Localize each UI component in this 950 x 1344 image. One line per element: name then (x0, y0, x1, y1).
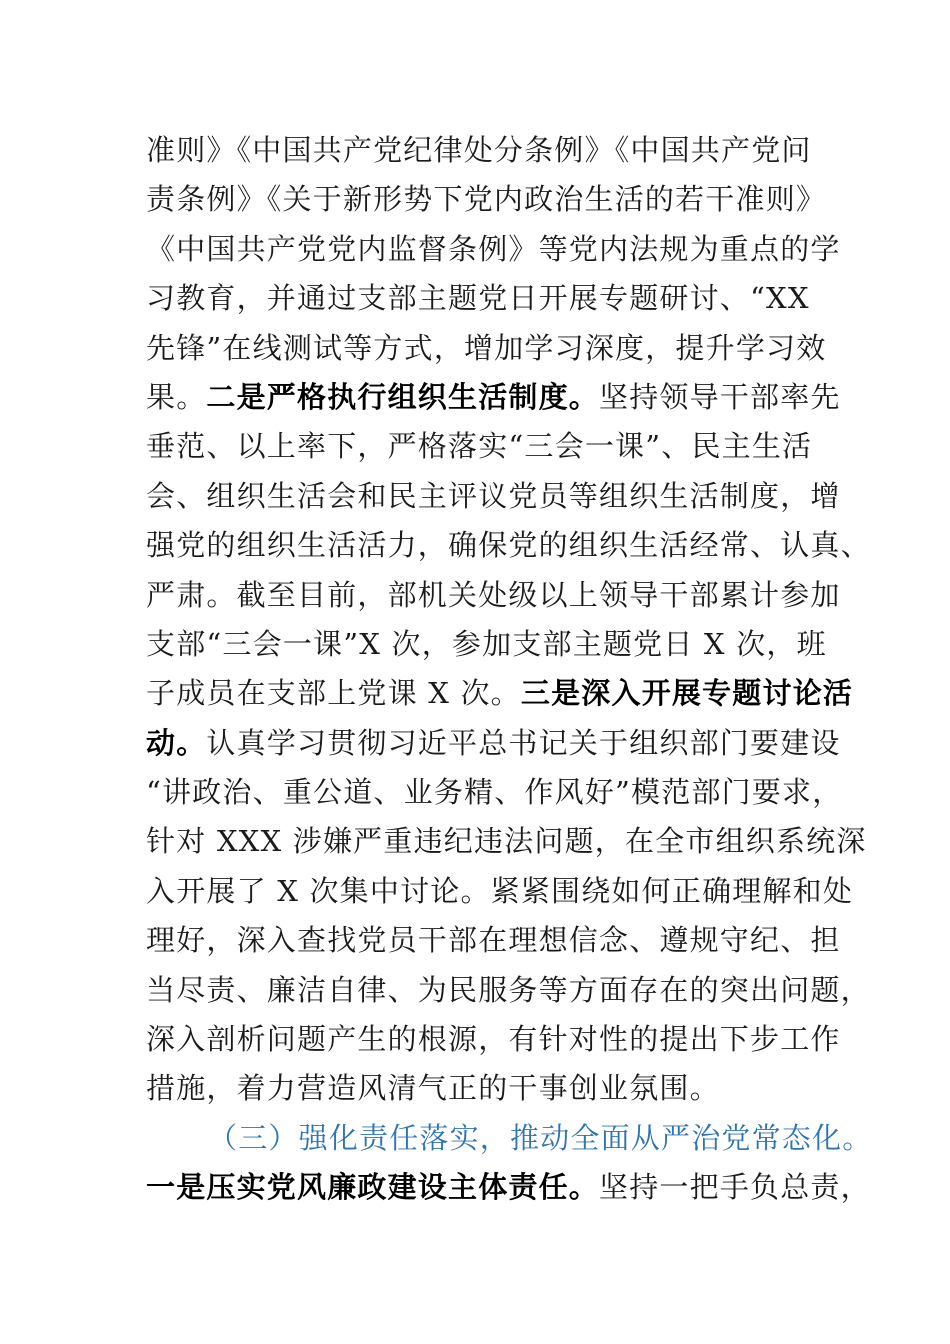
text-run: 理好，深入查找党员干部在理想信念、遵规守纪、担 (146, 923, 841, 958)
text-line (146, 1015, 841, 1064)
text-run: 坚持一把手负总责， (599, 1170, 871, 1205)
text-line (146, 966, 871, 1015)
text-line (146, 867, 854, 916)
text-line (146, 472, 841, 521)
text-line (146, 768, 843, 817)
text-line (146, 225, 841, 274)
text-run: 强党的组织生活活力，确保党的组织生活经常、认真、 (146, 528, 871, 563)
text-line (146, 571, 841, 620)
text-line (146, 175, 836, 224)
section-heading (146, 1114, 873, 1163)
text-line (146, 324, 836, 373)
text-line (146, 422, 836, 471)
text-run: 措施，着力营造风清气正的干事创业氛围。 (146, 1071, 720, 1106)
text-line (146, 1064, 836, 1113)
text-run: 《中国共产党党内监督条例》等党内法规为重点的学 (146, 231, 841, 266)
text-run: 准则》《中国共产党纪律处分条例》《中国共产党问 (146, 133, 812, 167)
text-line (146, 916, 841, 965)
heading-text: （三）强化责任落实，推动全面从严治党常态化。 (208, 1120, 873, 1155)
text-run: 针对 XXX 涉嫌严重违纪违法问题，在全市组织系统深 (146, 824, 867, 859)
text-run: 坚持领导干部率先 (599, 379, 841, 414)
bold-run: 三是深入开展专题讨论活 (520, 676, 854, 711)
text-line (146, 521, 871, 570)
text-run: 果。 (146, 379, 207, 414)
text-run: 子成员在支部上党课 X 次。 (146, 676, 521, 711)
bold-run: 动。 (146, 725, 207, 760)
bold-run: 一是压实党风廉政建设主体责任。 (146, 1170, 600, 1205)
text-run: 垂范、以上率下，严格落实“三会一课”、民主生活 (146, 429, 813, 464)
text-line (146, 274, 836, 323)
text-run: 入开展了 X 次集中讨论。紧紧围绕如何正确理解和处 (146, 873, 854, 908)
text-run: 责条例》《关于新形势下党内政治生活的若干准则》 (146, 182, 827, 217)
text-line (146, 373, 841, 422)
text-line (146, 817, 867, 866)
text-line (146, 1163, 871, 1212)
text-run: 严肃。截至目前，部机关处级以上领导干部累计参加 (146, 577, 841, 612)
text-run: 认真学习贯彻习近平总书记关于组织部门要建设 (206, 725, 841, 760)
text-line (146, 620, 836, 669)
text-run: 习教育，并通过支部主题党日开展专题研讨、“XX (146, 281, 810, 316)
text-run: 会、组织生活会和民主评议党员等组织生活制度，增 (146, 478, 841, 513)
text-line (146, 126, 836, 175)
document-body (146, 126, 873, 1213)
text-line (146, 719, 841, 768)
text-run: 当尽责、廉洁自律、为民服务等方面存在的突出问题， (146, 972, 871, 1007)
text-run: 深入剖析问题产生的根源，有针对性的提出下步工作 (146, 1022, 841, 1057)
bold-run: 二是严格执行组织生活制度。 (206, 379, 600, 414)
text-run: 先锋”在线测试等方式，增加学习深度，提升学习效 (146, 330, 827, 365)
text-run: 支部“三会一课”X 次，参加支部主题党日 X 次，班 (146, 626, 827, 661)
text-run: “讲政治、重公道、业务精、作风好”模范部门要求， (146, 775, 843, 810)
text-line (146, 669, 854, 718)
